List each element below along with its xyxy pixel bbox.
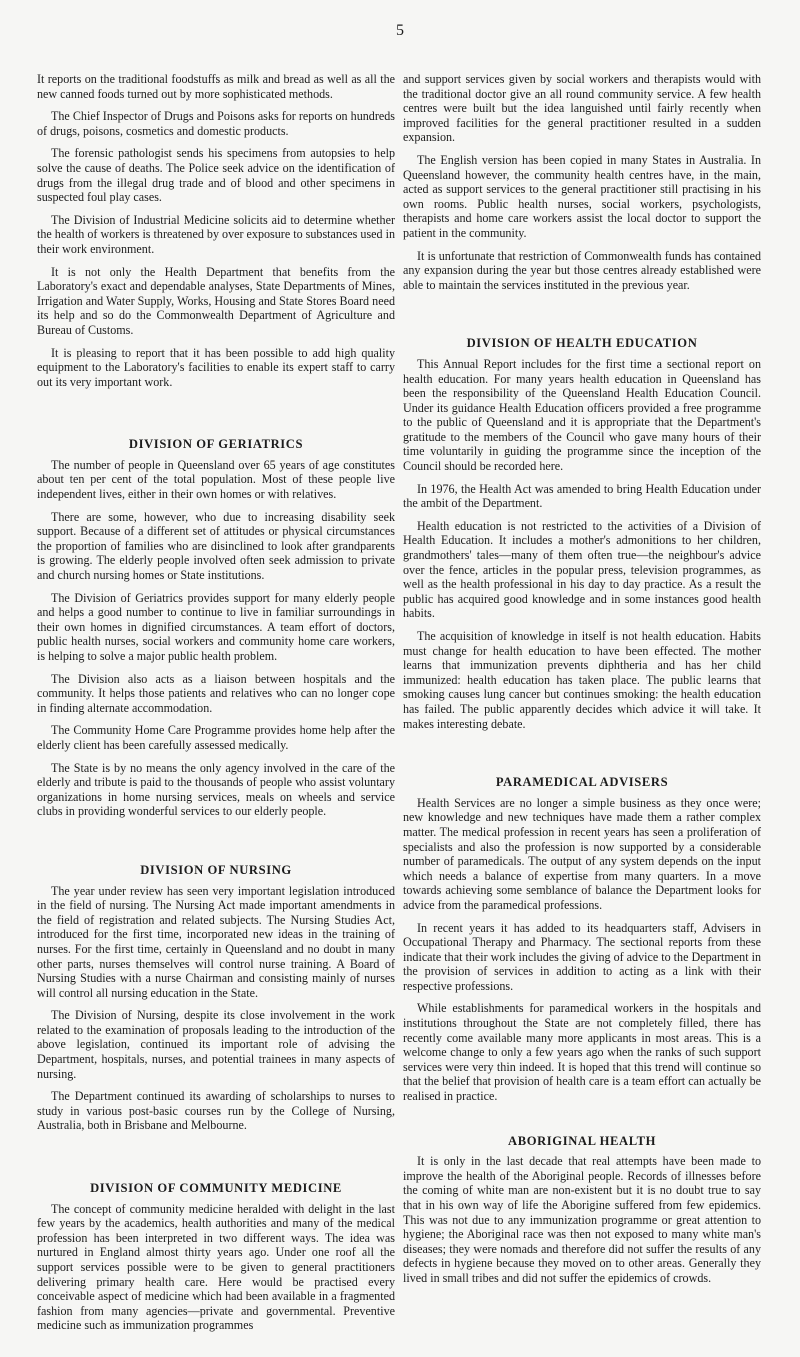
paragraph: The concept of community medicine heralded with delight in the last few years by the academics, health authorities and many of the medical profession has been interpreted in two different ways. The idea was nurtured in England almost thirty years ago. Under one roof all the support services possible were to be given to general practitioners delivering primary health care. Here would be practised every conceivable aspect of medicine which had been available in a fragmented fashion from many agencies—private and governmental. Preventive medicine such as immunization programmes bbox=[37, 1201, 395, 1333]
paragraph: There are some, however, who due to increasing disability seek support. Because of a different set of attitudes or physical circumstances the proportion of families who are disinclined to look after grandparents is growing. The elderly people involved often seek admission to private and church nursing homes or State institutions. bbox=[37, 509, 395, 583]
paragraph: It is pleasing to report that it has been possible to add high quality equipment to the Laboratory's facilities to enable its expert staff to carry out its very important work. bbox=[37, 345, 395, 389]
paragraph: The Community Home Care Programme provides home help after the elderly client has been carefully assessed medically. bbox=[37, 723, 395, 752]
paragraph: The year under review has seen very important legislation introduced in the field of nursing. The Nursing Act made important amendments in the field of registration and related subjects. The Nursing Studies Act, introduced for the first time, incorporated new ideas in the training of nurses. For the first time, certainly in Queensland and no doubt in many other parts, nurses themselves will control nurse training. A Board of Nursing Studies with a nurse Chairman and consisting mainly of nurses will control all nursing education in the State. bbox=[37, 883, 395, 1000]
paragraph: The Division also acts as a liaison between hospitals and the community. It helps those patients and relatives who can no longer cope in finding alternate accommodation. bbox=[37, 671, 395, 715]
section-heading-nursing: DIVISION OF NURSING bbox=[140, 862, 292, 877]
section-heading-health-education: DIVISION OF HEALTH EDUCATION bbox=[466, 336, 698, 351]
left-column bbox=[37, 72, 395, 1341]
paragraph: The English version has been copied in many States in Australia. In Queensland however, the community health centres have, in the main, acted as support services to the general practitioner still practising in his own rooms. Public health nurses, social workers, psychologists, therapists and home care workers assist the local doctor to support the patient in the community. bbox=[403, 152, 761, 240]
section-heading-geriatrics: DIVISION OF GERIATRICS bbox=[128, 437, 304, 452]
paragraph: The Department continued its awarding of scholarships to nurses to study in various post-basic courses run by the College of Nursing, Australia, both in Brisbane and Melbourne. bbox=[37, 1089, 395, 1133]
paragraph: and support services given by social workers and therapists would with the traditional doctor give an all round community service. A few health centres were built but the idea languished until fairly recently when improved facilities for the general practitioner resulted in a sudden expansion. bbox=[403, 72, 761, 145]
section-heading-aboriginal-health: ABORIGINAL HEALTH bbox=[508, 1133, 656, 1148]
paragraph: The Division of Industrial Medicine solicits aid to determine whether the health of workers is threatened by over exposure to substances used in their work environment. bbox=[37, 212, 396, 256]
paragraph: It is unfortunate that restriction of Commonwealth funds has contained any expansion during the year but those centres already established were able to maintain the services instituted in the previous year. bbox=[403, 248, 761, 292]
paragraph: It reports on the traditional foodstuffs as milk and bread as well as all the new canned foods turned out by more sophisticated methods. bbox=[37, 72, 395, 101]
paragraph: It is only in the last decade that real attempts have been made to improve the health of the Aboriginal people. Records of illnesses before the coming of white man are non-existent but it is no doubt true to say that in his own way of life the Aborigine suffered from few epidemics. This was not due to any immunization programme or great attention to hygiene; the Aboriginal race was then not exposed to many white man's diseases; they were nomads and therefore did not suffer the results of any defects in hygiene because they moved on to other areas. Generally they lived in small tribes and did not suffer the epidemics of crowds. bbox=[403, 1154, 761, 1285]
paragraph: The State is by no means the only agency involved in the care of the elderly and tribute is paid to the thousands of people who assist voluntary organizations in home nursing services, meals on wheels and service clubs in providing wonderful services to our elderly people. bbox=[37, 760, 395, 819]
section-heading-paramedical: PARAMEDICAL ADVISERS bbox=[495, 775, 669, 790]
paragraph: The Division of Geriatrics provides support for many elderly people and helps a good number to continue to live in familiar surroundings in their own homes in dignified circumstances. A team effort of doctors, public health nurses, social workers and community home care workers, is helping to solve a major public health problem. bbox=[37, 590, 395, 663]
paragraph: Health Services are no longer a simple business as they once were; new knowledge and new techniques have made them a rather complex matter. The medical profession in recent years has seen a proliferation of specialists and also the profession is now supported by a considerable number of paramedicals. The output of any system depends on the input which needs a balance of expertise from many quarters. In a move towards achieving some semblance of balance the Department looks for advice from the paramedical professions. bbox=[403, 795, 761, 912]
section-heading-community-medicine: DIVISION OF COMMUNITY MEDICINE bbox=[90, 1181, 342, 1196]
page-number: 5 bbox=[396, 22, 404, 39]
paragraph: The Chief Inspector of Drugs and Poisons asks for reports on hundreds of drugs, poisons, cosmetics and domestic products. bbox=[37, 109, 395, 138]
paragraph: It is not only the Health Department that benefits from the Laboratory's exact and dependable analyses, State Departments of Mines, Irrigation and Water Supply, Works, Housing and State Stores Board need its help and so do the Commonwealth Department of Agriculture and Bureau of Customs. bbox=[37, 264, 395, 337]
paragraph: In recent years it has added to its headquarters staff, Advisers in Occupational Therapy and Pharmacy. The sectional reports from these indicate that their work includes the giving of advice to the Department in the provision of services in addition to acting as a link with their respective professions. bbox=[403, 920, 761, 993]
paragraph: The acquisition of knowledge in itself is not health education. Habits must change for health education to have been effected. The mother learns that immunization prevents diphtheria and has her child immunized: health education has taken place. The public learns that smoking causes lung cancer but continues smoking: the health education has failed. The public apparently decides which advice it will take. It makes interesting debate. bbox=[403, 629, 761, 731]
paragraph: In 1976, the Health Act was amended to bring Health Education under the ambit of the Department. bbox=[403, 481, 761, 511]
paragraph: The forensic pathologist sends his specimens from autopsies to help solve the cause of deaths. The Police seek advice on the identification of drugs from the illegal drug trade and of blood and other specimens in suspected foul play cases. bbox=[37, 146, 395, 205]
paragraph: The Division of Nursing, despite its close involvement in the work related to the examination of proposals leading to the introduction of the above legislation, continued its important role of advising the Department, hospitals, nurses, and potential trainees in many aspects of nursing. bbox=[37, 1008, 395, 1081]
paragraph: The number of people in Queensland over 65 years of age constitutes about ten per cent of the total population. Most of these people live independent lives, either in their own homes or with relatives. bbox=[37, 457, 395, 502]
paragraph: While establishments for paramedical workers in the hospitals and institutions throughout the State are not completely filled, there has recently come available many more applicants in most areas. This is a welcome change to only a few years ago when the ranks of such support services were very thin indeed. It is hoped that this trend will continue so that the belief that provision of health care is a team effort can actually be realised in practice. bbox=[403, 1001, 761, 1104]
paragraph: This Annual Report includes for the first time a sectional report on health education. For many years health education in Queensland has been the responsibility of the Queensland Health Education Council. Under its guidance Health Education officers provided a free programme to the public of Queensland and it is appropriate that the Department's gratitude to the members of the Council who gave many hours of their time voluntarily in guiding the programme since the inception of the Council should be recorded here. bbox=[403, 356, 761, 474]
right-column bbox=[403, 72, 761, 1294]
paragraph: Health education is not restricted to the activities of a Division of Health Education. It includes a mother's admonitions to her children, grandmothers' tales—many of them often true—the neighbour's advice over the fence, articles in the popular press, television programmes, as well as the health professional in his day to day practice. As a result the public has acquired good knowledge and in some instances good health habits. bbox=[403, 518, 761, 621]
